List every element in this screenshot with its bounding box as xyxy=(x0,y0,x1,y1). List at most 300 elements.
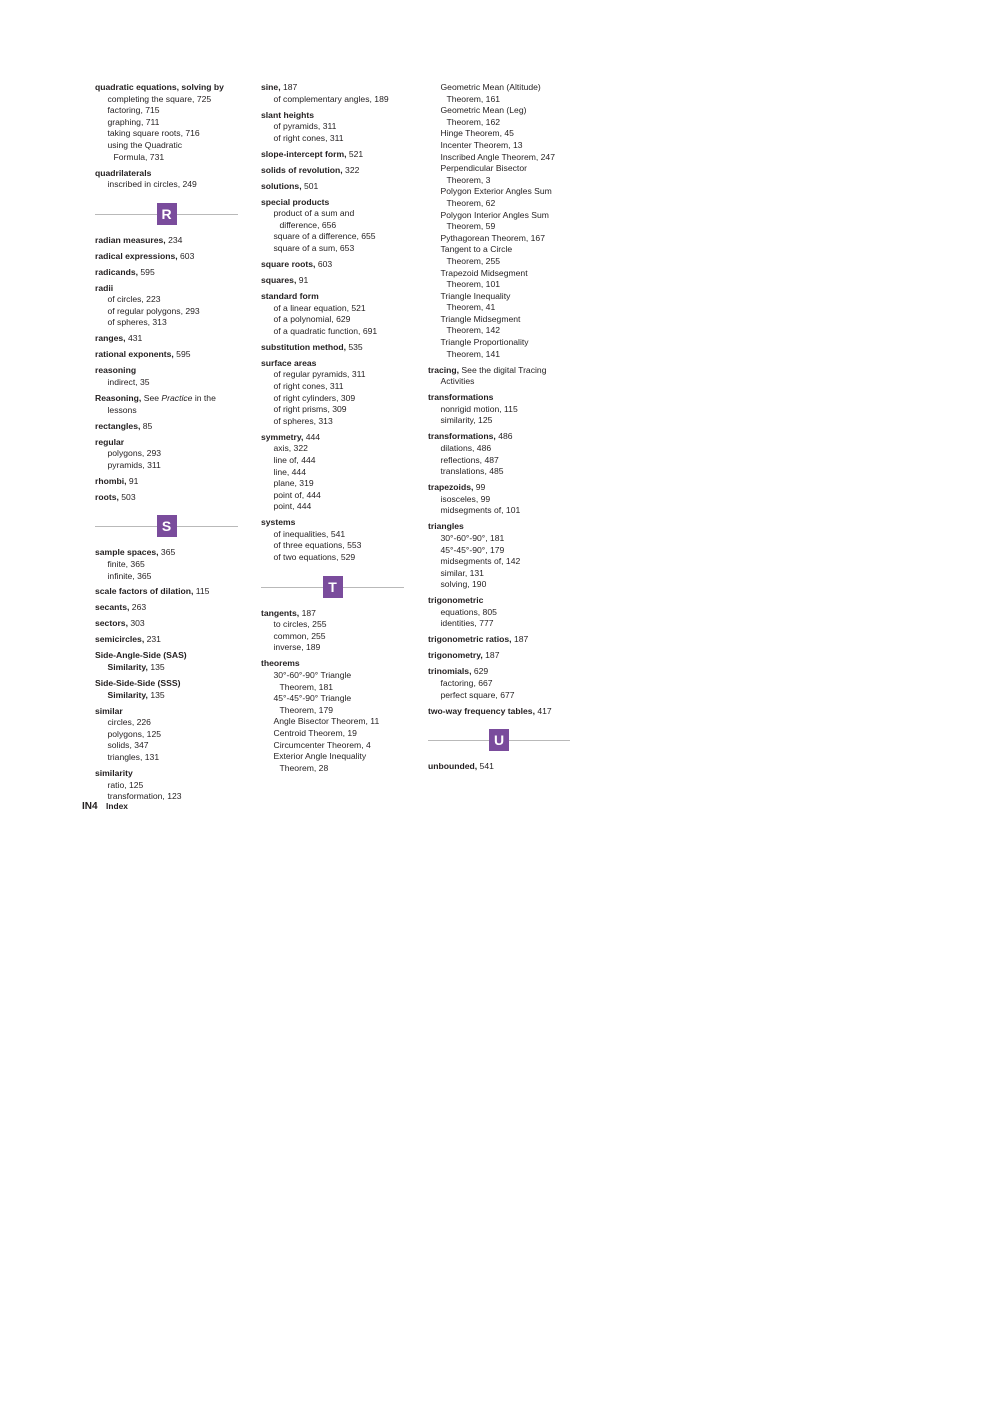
subentry-text: square of a sum, 653 xyxy=(273,243,355,254)
entry-main-line xyxy=(261,165,411,177)
subentry-text: line, 444 xyxy=(273,466,306,477)
entry-main-line xyxy=(428,365,578,377)
entry-main-line xyxy=(428,706,578,718)
subentry-text: 45°-45°-90°, 179 xyxy=(440,544,505,555)
subentry-page-ref: 135 xyxy=(147,689,165,700)
entry-term: tracing, xyxy=(428,364,460,375)
index-entry xyxy=(261,342,411,354)
index-entry xyxy=(261,358,411,428)
entry-page-ref: 231 xyxy=(144,634,161,645)
index-entry xyxy=(428,431,578,477)
entry-subentry xyxy=(428,198,578,210)
subentry-text: plane, 319 xyxy=(273,478,314,489)
entry-term: sample spaces, xyxy=(95,547,159,558)
entry-subentry xyxy=(261,501,411,513)
subentry-text: translations, 485 xyxy=(440,466,504,477)
section-divider xyxy=(428,729,570,751)
index-entry xyxy=(95,333,245,345)
index-entry xyxy=(428,392,578,427)
index-entry xyxy=(428,82,578,360)
entry-term: roots, xyxy=(95,491,119,502)
subentry-text: Similarity, xyxy=(107,662,148,673)
subentry-text: completing the square, 725 xyxy=(107,93,212,104)
subentry-text: Polygon Interior Angles Sum xyxy=(440,209,549,220)
entry-main-line xyxy=(95,706,245,718)
entry-subentry xyxy=(261,740,411,752)
entry-subentry xyxy=(261,529,411,541)
entry-term: scale factors of dilation, xyxy=(95,586,194,597)
entry-main-line xyxy=(95,333,245,345)
subentry-text: Theorem, 41 xyxy=(446,302,496,313)
entry-subentry xyxy=(261,693,411,705)
entry-main-line xyxy=(428,392,578,404)
entry-subentry xyxy=(95,152,245,164)
subentry-text: of right cones, 311 xyxy=(273,132,344,143)
entry-subentry xyxy=(428,690,578,702)
entry-subentry xyxy=(95,179,245,191)
index-entry xyxy=(428,521,578,591)
entry-ref-suffix: in the xyxy=(192,393,216,403)
entry-main-line xyxy=(95,283,245,295)
entry-subentry xyxy=(261,121,411,133)
entry-subentry xyxy=(95,128,245,140)
subentry-text: transformation, 123 xyxy=(107,791,182,802)
subentry-text: Theorem, 28 xyxy=(279,762,329,773)
entry-subentry xyxy=(261,751,411,763)
index-entry xyxy=(95,678,245,701)
index-entry xyxy=(95,492,245,504)
entry-subentry xyxy=(428,314,578,326)
entry-subentry xyxy=(95,306,245,318)
subentry-text: Geometric Mean (Leg) xyxy=(440,105,527,116)
subentry-text: of right cones, 311 xyxy=(273,380,344,391)
index-entry xyxy=(428,666,578,701)
entry-term: transformations, xyxy=(428,431,496,442)
entry-subentry xyxy=(428,337,578,349)
entry-subentry xyxy=(428,533,578,545)
entry-page-ref: 234 xyxy=(165,234,183,245)
entry-main-line xyxy=(261,658,411,670)
index-entry xyxy=(95,365,245,388)
subentry-text: of spheres, 313 xyxy=(107,317,167,328)
entry-subentry xyxy=(428,325,578,337)
entry-page-ref: 85 xyxy=(140,420,153,431)
index-entry xyxy=(428,482,578,517)
subentry-text: Similarity, xyxy=(107,689,148,700)
subentry-text: reflections, 487 xyxy=(440,454,499,465)
entry-subentry xyxy=(261,478,411,490)
entry-subentry xyxy=(261,631,411,643)
subentry-text: Triangle Midsegment xyxy=(440,313,521,324)
subentry-text: Polygon Exterior Angles Sum xyxy=(440,186,552,197)
entry-subentry xyxy=(95,752,245,764)
entry-term: theorems xyxy=(261,658,300,669)
subentry-text: Theorem, 162 xyxy=(446,116,501,127)
entry-term: secants, xyxy=(95,602,130,613)
entry-main-line xyxy=(261,149,411,161)
entry-subentry xyxy=(428,545,578,557)
subentry-text: product of a sum and xyxy=(273,208,355,219)
entry-subentry xyxy=(428,415,578,427)
subentry-text: identities, 777 xyxy=(440,618,494,629)
section-divider xyxy=(261,576,404,598)
subentry-text: factoring, 715 xyxy=(107,105,160,116)
subentry-text: Exterior Angle Inequality xyxy=(273,751,367,762)
entry-main-line xyxy=(261,259,411,271)
entry-subentry xyxy=(261,490,411,502)
entry-subentry xyxy=(95,377,245,389)
entry-main-line xyxy=(428,761,578,773)
entry-page-ref: 431 xyxy=(125,333,143,344)
subentry-text: Inscribed Angle Theorem, 247 xyxy=(440,151,555,162)
entry-subentry xyxy=(261,716,411,728)
entry-term: transformations xyxy=(428,392,494,403)
entry-page-ref: 322 xyxy=(342,164,360,175)
entry-term: substitution method, xyxy=(261,341,346,352)
subentry-text: nonrigid motion, 115 xyxy=(440,403,518,414)
entry-term: regular xyxy=(95,436,125,447)
entry-subentry xyxy=(428,82,578,94)
subentry-text: of two equations, 529 xyxy=(273,552,356,563)
entry-subentry xyxy=(428,210,578,222)
entry-page-ref: 91 xyxy=(296,275,309,286)
entry-main-line xyxy=(261,517,411,529)
index-entry xyxy=(261,608,411,654)
entry-page-ref: 187 xyxy=(299,607,316,618)
entry-subentry xyxy=(261,208,411,220)
section-divider xyxy=(95,203,238,225)
subentry-text: Circumcenter Theorem, 4 xyxy=(273,739,371,750)
entry-subentry xyxy=(261,133,411,145)
subentry-text: line of, 444 xyxy=(273,454,316,465)
entry-main-line xyxy=(95,393,245,405)
entry-term: Side-Side-Side (SSS) xyxy=(95,678,181,688)
subentry-text: infinite, 365 xyxy=(107,570,152,581)
entry-subentry xyxy=(261,404,411,416)
entry-subentry xyxy=(428,94,578,106)
entry-page-ref: 486 xyxy=(495,431,513,442)
entry-term: trigonometric ratios, xyxy=(428,634,512,645)
subentry-text: Theorem, 179 xyxy=(279,704,334,715)
entry-term: sine, xyxy=(261,82,281,92)
index-entry xyxy=(95,393,245,416)
entry-subentry xyxy=(95,571,245,583)
entry-subentry xyxy=(261,540,411,552)
entry-subentry xyxy=(95,105,245,117)
entry-subentry xyxy=(261,619,411,631)
entry-main-line xyxy=(95,547,245,559)
subentry-text: perfect square, 677 xyxy=(440,689,515,700)
entry-page-ref: 629 xyxy=(471,666,489,677)
entry-term: trinomials, xyxy=(428,666,472,677)
entry-subentry xyxy=(261,705,411,717)
entry-subentry xyxy=(95,559,245,571)
entry-main-line xyxy=(261,181,411,193)
index-entry xyxy=(261,197,411,255)
footer-label: Index xyxy=(106,801,128,811)
index-entry xyxy=(261,149,411,161)
subentry-text: polygons, 293 xyxy=(107,448,162,459)
subentry-text: similar, 131 xyxy=(440,567,484,578)
entry-term: squares, xyxy=(261,275,297,286)
entry-page-ref: 595 xyxy=(138,266,155,277)
section-letter: R xyxy=(157,203,177,225)
index-entry xyxy=(428,365,578,388)
entry-subentry xyxy=(261,231,411,243)
subentry-text: finite, 365 xyxy=(107,558,145,569)
entry-main-line xyxy=(95,349,245,361)
index-entry xyxy=(261,165,411,177)
entry-subentry xyxy=(261,381,411,393)
entry-main-line xyxy=(95,618,245,630)
entry-subentry xyxy=(95,729,245,741)
entry-main-line xyxy=(261,608,411,620)
subentry-text: triangles, 131 xyxy=(107,751,160,762)
subentry-text: ratio, 125 xyxy=(107,779,144,790)
subentry-text: common, 255 xyxy=(273,630,326,641)
entry-term: quadrilaterals xyxy=(95,167,152,178)
entry-term: slope-intercept form, xyxy=(261,148,347,159)
entry-italic-ref: Practice xyxy=(161,393,193,403)
subentry-text: using the Quadratic xyxy=(107,139,183,150)
index-entry xyxy=(95,650,245,673)
entry-main-line xyxy=(261,358,411,370)
page-number: IN4 xyxy=(82,801,98,812)
entry-term: quadratic equations, solving by xyxy=(95,82,224,92)
index-entry xyxy=(95,283,245,329)
index-entry xyxy=(428,761,578,773)
subentry-text: lessons xyxy=(107,404,137,415)
entry-subentry xyxy=(428,244,578,256)
entry-subentry xyxy=(261,243,411,255)
entry-subentry xyxy=(261,94,411,106)
entry-term: radical expressions, xyxy=(95,250,178,261)
subentry-text: dilations, 486 xyxy=(440,442,492,453)
entry-page-ref: 187 xyxy=(482,650,500,661)
entry-page-ref: 501 xyxy=(301,180,319,191)
index-entry xyxy=(428,595,578,630)
entry-main-line xyxy=(95,678,245,690)
entry-page-ref: 595 xyxy=(173,349,191,360)
subentry-text: point of, 444 xyxy=(273,489,321,500)
entry-main-line xyxy=(261,82,411,94)
entry-subentry xyxy=(428,233,578,245)
subentry-text: graphing, 711 xyxy=(107,116,160,127)
entry-main-line xyxy=(95,437,245,449)
subentry-text: of circles, 223 xyxy=(107,294,161,305)
entry-subentry xyxy=(261,682,411,694)
subentry-text: of three equations, 553 xyxy=(273,540,362,551)
entry-term: similar xyxy=(95,705,123,716)
subentry-text: of spheres, 313 xyxy=(273,415,333,426)
entry-subentry xyxy=(428,607,578,619)
subentry-text: taking square roots, 716 xyxy=(107,128,200,139)
entry-term: triangles xyxy=(428,521,464,532)
entry-page-ref: 91 xyxy=(126,475,139,486)
entry-subentry xyxy=(428,221,578,233)
subentry-text: solving, 190 xyxy=(440,579,487,590)
entry-main-line xyxy=(428,650,578,662)
index-entry xyxy=(261,275,411,287)
subentry-text: Triangle Proportionality xyxy=(440,337,529,348)
entry-term: unbounded, xyxy=(428,761,478,772)
index-entry xyxy=(95,586,245,598)
entry-subentry xyxy=(95,740,245,752)
entry-subentry xyxy=(428,455,578,467)
entry-page-ref: 115 xyxy=(193,586,210,597)
index-entry xyxy=(95,476,245,488)
entry-page-ref: 303 xyxy=(127,618,145,629)
subentry-text: similarity, 125 xyxy=(440,415,493,426)
entry-subentry xyxy=(261,642,411,654)
index-entry xyxy=(261,432,411,513)
entry-main-line xyxy=(95,586,245,598)
entry-term: radicands, xyxy=(95,266,138,277)
entry-page-ref: See the digital Tracing xyxy=(459,364,547,375)
entry-page-ref: 521 xyxy=(346,148,364,159)
subentry-text: Tangent to a Circle xyxy=(440,244,513,255)
entry-subentry xyxy=(428,117,578,129)
entry-subentry xyxy=(428,494,578,506)
entry-main-line xyxy=(428,521,578,533)
subentry-text: 45°-45°-90° Triangle xyxy=(273,693,352,704)
entry-term: reasoning xyxy=(95,365,137,376)
entry-subentry xyxy=(428,376,578,388)
entry-term: Reasoning, xyxy=(95,393,142,403)
entry-term: square roots, xyxy=(261,259,316,270)
index-entry xyxy=(261,110,411,145)
entry-subentry xyxy=(261,314,411,326)
entry-main-line xyxy=(261,432,411,444)
subentry-text: Centroid Theorem, 19 xyxy=(273,727,357,738)
entry-main-line xyxy=(261,110,411,122)
entry-page-ref: 263 xyxy=(129,602,147,613)
index-column-2 xyxy=(261,82,411,779)
entry-main-line xyxy=(95,602,245,614)
entry-subentry xyxy=(428,466,578,478)
index-entry xyxy=(428,634,578,646)
entry-main-line xyxy=(428,634,578,646)
entry-term: sectors, xyxy=(95,618,128,629)
index-entry xyxy=(95,168,245,191)
subentry-text: Hinge Theorem, 45 xyxy=(440,128,514,139)
entry-subentry xyxy=(95,94,245,106)
entry-subentry xyxy=(261,220,411,232)
entry-subentry xyxy=(428,556,578,568)
subentry-text: midsegments of, 101 xyxy=(440,505,521,516)
subentry-text: Theorem, 59 xyxy=(446,221,496,232)
subentry-text: Theorem, 141 xyxy=(446,348,501,359)
entry-term: radii xyxy=(95,282,114,293)
entry-subentry xyxy=(428,268,578,280)
entry-subentry xyxy=(428,404,578,416)
subentry-text: Trapezoid Midsegment xyxy=(440,267,528,278)
entry-subentry xyxy=(428,568,578,580)
index-column-3 xyxy=(428,82,578,777)
subentry-text: Theorem, 3 xyxy=(446,174,491,185)
subentry-text: equations, 805 xyxy=(440,606,497,617)
entry-term: ranges, xyxy=(95,333,126,344)
subentry-text: of a linear equation, 521 xyxy=(273,302,366,313)
entry-main-line xyxy=(261,275,411,287)
subentry-text: of right prisms, 309 xyxy=(273,404,347,415)
entry-term: special products xyxy=(261,196,330,207)
subentry-text: Theorem, 101 xyxy=(446,279,501,290)
subentry-text: Theorem, 181 xyxy=(279,681,334,692)
entry-term: standard form xyxy=(261,291,319,302)
subentry-page-ref: 135 xyxy=(147,662,165,673)
entry-subentry xyxy=(95,662,245,674)
section-letter: S xyxy=(157,515,177,537)
entry-subentry xyxy=(95,690,245,702)
subentry-text: pyramids, 311 xyxy=(107,459,161,470)
subentry-text: to circles, 255 xyxy=(273,619,327,630)
page-footer xyxy=(82,796,128,814)
entry-subentry xyxy=(261,670,411,682)
entry-page-ref: 603 xyxy=(315,259,333,270)
subentry-text: Angle Bisector Theorem, 11 xyxy=(273,716,380,727)
entry-subentry xyxy=(428,163,578,175)
entry-subentry xyxy=(95,448,245,460)
entry-main-line xyxy=(428,431,578,443)
subentry-text: Activities xyxy=(440,376,475,387)
entry-term: symmetry, xyxy=(261,431,304,442)
entry-main-line xyxy=(95,634,245,646)
index-entry xyxy=(261,82,411,105)
entry-page-ref: 187 xyxy=(511,634,529,645)
subentry-text: isosceles, 99 xyxy=(440,493,491,504)
subentry-text: of pyramids, 311 xyxy=(273,121,337,132)
entry-subentry xyxy=(428,302,578,314)
subentry-text: Theorem, 62 xyxy=(446,197,496,208)
index-entry xyxy=(95,634,245,646)
index-entry xyxy=(261,181,411,193)
entry-page-ref: 365 xyxy=(158,547,176,558)
entry-subentry xyxy=(95,294,245,306)
index-entry xyxy=(261,291,411,337)
entry-subentry xyxy=(95,140,245,152)
entry-subentry xyxy=(95,460,245,472)
entry-subentry xyxy=(261,369,411,381)
index-entry xyxy=(428,706,578,718)
subentry-text: Geometric Mean (Altitude) xyxy=(440,82,541,92)
entry-subentry xyxy=(428,152,578,164)
entry-term: solutions, xyxy=(261,180,302,191)
subentry-text: axis, 322 xyxy=(273,443,308,454)
entry-main-line xyxy=(95,421,245,433)
subentry-text: inscribed in circles, 249 xyxy=(107,179,197,190)
index-entry xyxy=(95,602,245,614)
index-entry xyxy=(95,349,245,361)
index-entry xyxy=(95,235,245,247)
section-divider xyxy=(95,515,238,537)
subentry-text: of a quadratic function, 691 xyxy=(273,325,378,336)
entry-subentry xyxy=(428,505,578,517)
subentry-text: 30°-60°-90°, 181 xyxy=(440,532,505,543)
entry-main-line xyxy=(95,650,245,662)
entry-main-line xyxy=(95,251,245,263)
subentry-text: 30°-60°-90° Triangle xyxy=(273,670,352,681)
section-letter: U xyxy=(489,729,509,751)
entry-term: slant heights xyxy=(261,109,315,120)
entry-term: radian measures, xyxy=(95,234,166,245)
subentry-text: of complementary angles, 189 xyxy=(273,93,389,104)
index-entry xyxy=(95,251,245,263)
entry-subentry xyxy=(261,763,411,775)
entry-page-ref: 603 xyxy=(177,250,195,261)
entry-subentry xyxy=(428,443,578,455)
entry-main-line xyxy=(428,482,578,494)
